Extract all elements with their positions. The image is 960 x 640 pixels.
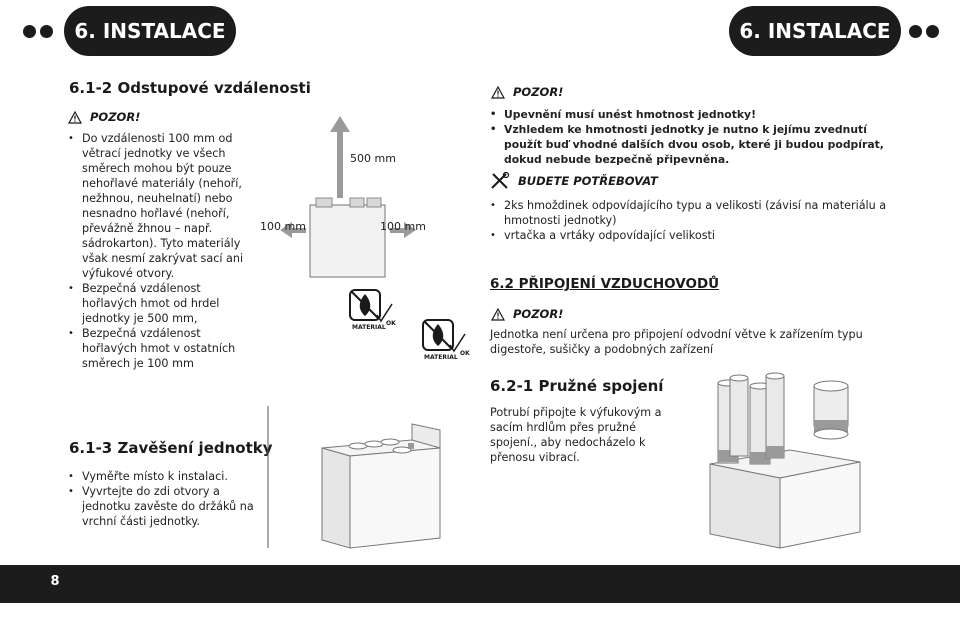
clearance-list bbox=[68, 131, 250, 371]
clearance-top-label: 500 mm bbox=[350, 152, 396, 165]
warning-note bbox=[68, 110, 140, 124]
list-item: • Do vzdálenosti 100 mm od větrací jednotky ve všech směrech mohou být pouze nehořlavé materiály (nehoří, nežhnou, neuhelnatí) nebo nesnadno hořlavé (nehoří, převážně žhnou – např. sádrokarton). Tyto materiály však nesmí zakrývat sací ani výfukové otvory. bbox=[68, 131, 250, 281]
ok-label: OK bbox=[386, 320, 396, 327]
section-title-hanging: 6.1-3 Zavěšení jednotky bbox=[69, 439, 273, 457]
footer-bar bbox=[0, 565, 960, 603]
material-label: MATERIAL bbox=[352, 324, 386, 331]
warning-label: POZOR! bbox=[513, 85, 564, 99]
tools-heading bbox=[490, 172, 658, 190]
header-dot bbox=[926, 25, 939, 38]
flex-connection-illustration bbox=[690, 368, 890, 560]
list-item: • Vyvrtejte do zdi otvory a jednotku zavěste do držáků na vrchní části jednotky. bbox=[68, 484, 268, 529]
header-title-right: 6. INSTALACE bbox=[729, 6, 901, 56]
section-title-flex: 6.2-1 Pružné spojení bbox=[490, 377, 664, 395]
hanging-list bbox=[68, 469, 268, 529]
clearance-left-label: 100 mm bbox=[260, 220, 306, 233]
tools-list bbox=[490, 198, 890, 243]
hanging-illustration bbox=[262, 398, 482, 558]
header-title-left: 6. INSTALACE bbox=[64, 6, 236, 56]
warning-icon bbox=[491, 86, 505, 99]
duct-warning bbox=[491, 307, 563, 321]
section-title-duct: 6.2 PŘIPOJENÍ VZDUCHOVODŮ bbox=[490, 276, 720, 292]
warning-label: POZOR! bbox=[90, 110, 141, 124]
header-dot bbox=[40, 25, 53, 38]
warning-label: POZOR! bbox=[513, 307, 564, 321]
list-item: • Upevnění musí unést hmotnost jednotky! bbox=[490, 107, 895, 122]
material-label: MATERIAL bbox=[424, 354, 458, 361]
list-item: • Bezpečná vzdálenost hořlavých hmot v ostatních směrech je 100 mm bbox=[68, 326, 250, 371]
list-item: • Vzhledem ke hmotnosti jednotky je nutno k jejímu zvednutí použít buď vhodné dalších dvou osob, které ji budou podpírat, dokud nebude bezpečně připevněna. bbox=[490, 122, 895, 167]
section-title-clearance: 6.1-2 Odstupové vzdálenosti bbox=[69, 79, 311, 97]
ok-label: OK bbox=[460, 350, 470, 357]
list-item: • Vyměřte místo k instalaci. bbox=[68, 469, 268, 484]
clearance-diagram bbox=[250, 110, 480, 370]
page-number: 8 bbox=[50, 574, 60, 589]
warning-icon bbox=[491, 308, 505, 321]
mounting-warning-list bbox=[490, 107, 895, 167]
header-dot bbox=[23, 25, 36, 38]
warning-icon bbox=[68, 111, 82, 124]
clearance-right-label: 100 mm bbox=[380, 220, 426, 233]
list-item: • Bezpečná vzdálenost hořlavých hmot od hrdel jednotky je 500 mm, bbox=[68, 281, 250, 326]
tools-label: BUDETE POTŘEBOVAT bbox=[518, 174, 658, 188]
duct-note: Jednotka není určena pro připojení odvodní větve k zařízením typu digestoře, sušičky a podobných zařízení bbox=[490, 328, 863, 356]
header-dot bbox=[909, 25, 922, 38]
list-item: • vrtačka a vrtáky odpovídající velikosti bbox=[490, 228, 890, 243]
tools-icon bbox=[490, 172, 510, 190]
flex-note: Potrubí připojte k výfukovým a sacím hrdlům přes pružné spojení., aby nedocházelo k přenosu vibrací. bbox=[490, 406, 662, 464]
warning-note-right bbox=[491, 85, 563, 99]
list-item: • 2ks hmoždinek odpovídajícího typu a velikosti (závisí na materiálu a hmotnosti jednotky) bbox=[490, 198, 890, 228]
